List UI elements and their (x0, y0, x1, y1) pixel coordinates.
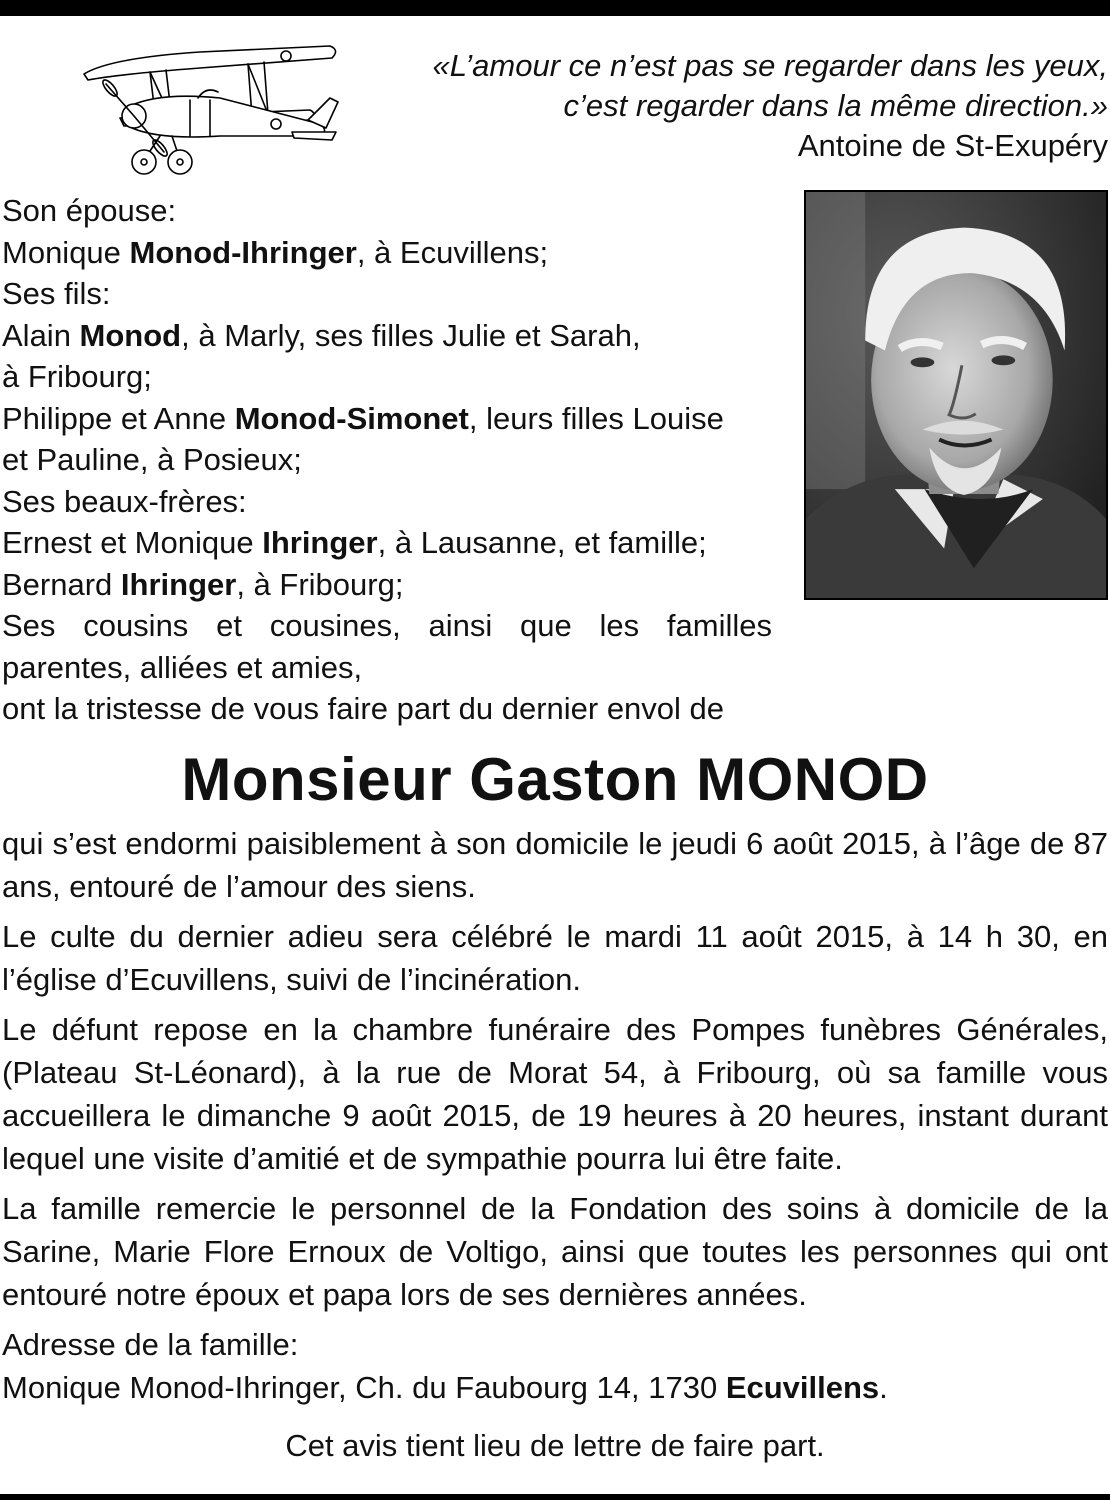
closing-note: Cet avis tient lieu de lettre de faire part. (285, 1428, 825, 1463)
family-line: Bernard Ihringer, à Fribourg; (2, 566, 404, 602)
family-list (2, 190, 772, 730)
family-address (2, 1323, 1108, 1409)
family-line: Son épouse: (2, 193, 177, 228)
family-line: ont la tristesse de vous faire part du dernier envol de (2, 691, 725, 726)
deceased-name: Monsieur Gaston MONOD (181, 746, 929, 813)
family-line: Ses fils: (2, 276, 111, 311)
bottom-rule (0, 1494, 1110, 1500)
top-rule (0, 0, 1110, 16)
announcement-body (2, 822, 1108, 1409)
family-line: Ernest et Monique Ihringer, à Lausanne, et famille; (2, 525, 707, 560)
quote-author: Antoine de St-Exupéry (797, 128, 1108, 163)
family-line: Alain Monod, à Marly, ses filles Julie et Sarah, (2, 317, 641, 353)
family-line: Philippe et Anne Monod-Simonet, leurs filles Louise (2, 400, 724, 436)
quote-line-1: «L’amour ce n’est pas se regarder dans les yeux, (432, 48, 1108, 83)
family-line: parentes, alliées et amies, (2, 649, 363, 685)
family-line: à Fribourg; (2, 359, 152, 394)
epigraph-quote (348, 46, 1108, 166)
family-line: Monique Monod-Ihringer, à Ecuvillens; (2, 234, 549, 270)
address-line: Monique Monod-Ihringer, Ch. du Faubourg 14, 1730 Ecuvillens. (2, 1370, 888, 1405)
family-line: Ses beaux-frères: (2, 483, 247, 519)
paragraph-viewing: Le défunt repose en la chambre funéraire des Pompes funèbres Générales, (Plateau St-Léonard), à la rue de Morat 54, à Fribourg, où sa famille vous accueillera le dimanche 9 août 2015, de 19 heures à 20 heures, instant durant lequel une visite d’amitié et de sympathie pourra lui être faite. (2, 1012, 1108, 1176)
family-line: et Pauline, à Posieux; (2, 442, 302, 477)
paragraph-service: Le culte du dernier adieu sera célébré le mardi 11 août 2015, à 14 h 30, en l’église d’Ecuvillens, suivi de l’incinération. (2, 919, 1108, 997)
biplane-illustration (80, 28, 342, 178)
paragraph-thanks: La famille remercie le personnel de la Fondation des soins à domicile de la Sarine, Marie Flore Ernoux de Voltigo, ainsi que toutes les personnes qui ont entouré notre époux et papa lors de ses dernières années. (2, 1191, 1108, 1312)
family-line: Ses cousins et cousines, ainsi que les familles (2, 608, 772, 643)
address-label: Adresse de la famille: (2, 1327, 299, 1362)
quote-line-2: c’est regarder dans la même direction.» (563, 88, 1108, 123)
portrait-photo (804, 190, 1108, 600)
paragraph-death: qui s’est endormi paisiblement à son domicile le jeudi 6 août 2015, à l’âge de 87 ans, entouré de l’amour des siens. (2, 826, 1108, 904)
